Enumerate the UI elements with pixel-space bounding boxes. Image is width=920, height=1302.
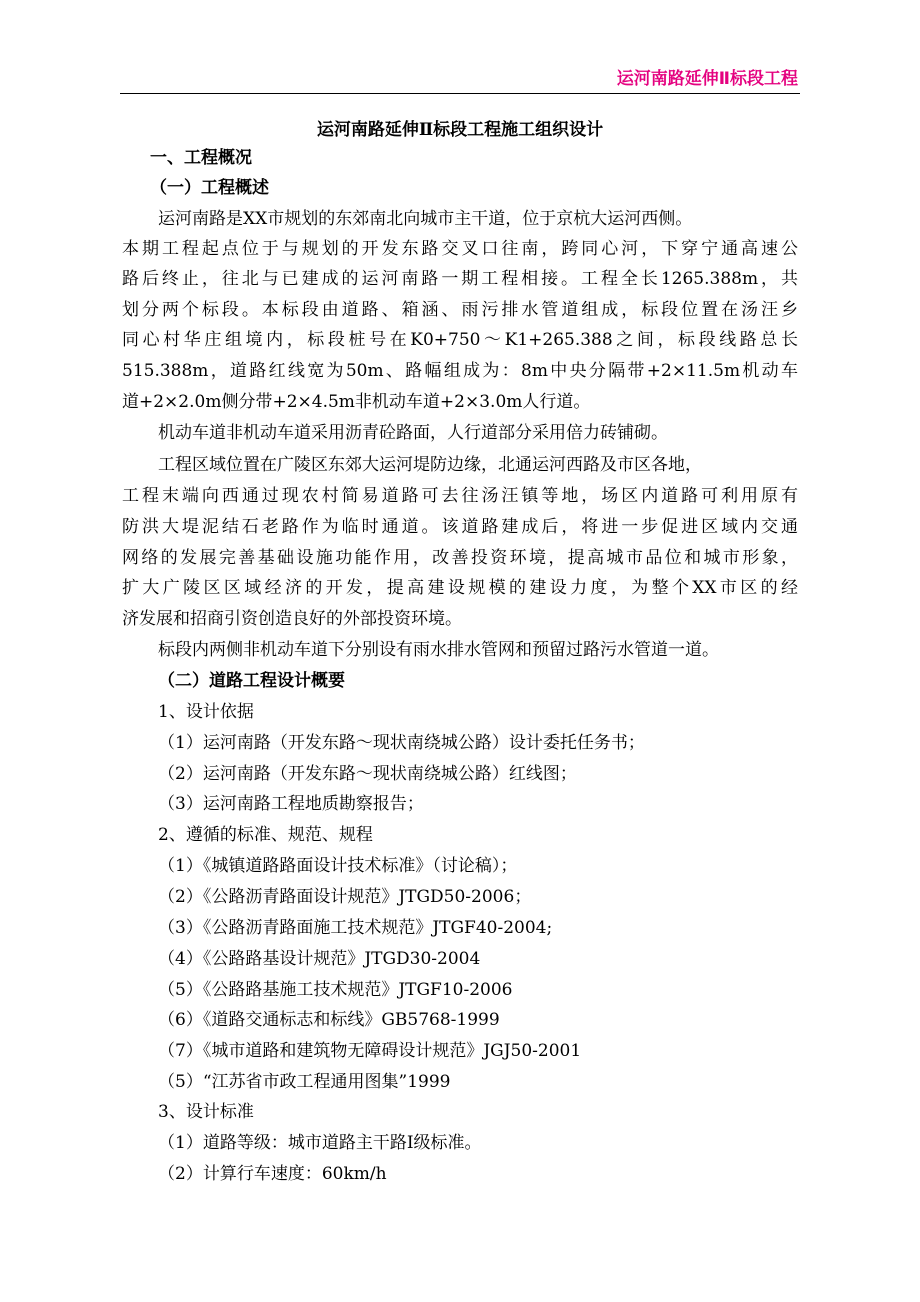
paragraph-line: 机动车道非机动车道采用沥青砼路面，人行道部分采用倍力砖铺砌。: [158, 423, 668, 443]
paragraph-line: 515.388m，道路红线宽为50m、路幅组成为：8m中央分隔带+2×11.5m机动车: [122, 361, 798, 381]
list-item: （7）《城市道路和建筑物无障碍设计规范》JGJ50-2001: [158, 1041, 582, 1061]
subsection-heading-summary: （一）工程概述: [150, 178, 269, 198]
paragraph-line: 网络的发展完善基础设施功能作用，改善投资环境，提高城市品位和城市形象，: [122, 548, 798, 568]
paragraph-line: 划分两个标段。本标段由道路、箱涵、雨污排水管道组成，标段位置在汤汪乡: [122, 300, 798, 320]
list-item: （1）道路等级：城市道路主干路Ⅰ级标准。: [158, 1133, 482, 1153]
paragraph-line: 工程区域位置在广陵区东郊大运河堤防边缘，北通运河西路及市区各地，: [158, 455, 702, 475]
list-heading-design-basis: 1、设计依据: [158, 702, 254, 722]
list-item: （2）《公路沥青路面设计规范》JTGD50-2006；: [158, 887, 532, 907]
paragraph-line: 扩大广陵区区域经济的开发，提高建设规模的建设力度，为整个XX市区的经: [122, 578, 798, 598]
paragraph-line: 济发展和招商引资创造良好的外部投资环境。: [122, 609, 462, 629]
subsection-heading-road-design: （二）道路工程设计概要: [158, 671, 345, 691]
section-heading-overview: 一、工程概况: [150, 148, 252, 168]
header-divider: [120, 93, 800, 94]
paragraph-line: 工程末端向西通过现农村简易道路可去往汤汪镇等地，场区内道路可利用原有: [122, 486, 798, 506]
list-item: （3）《公路沥青路面施工技术规范》JTGF40-2004;: [158, 918, 553, 938]
list-item: （2）运河南路（开发东路～现状南绕城公路）红线图；: [158, 764, 577, 784]
running-header-title: 运河南路延伸Ⅱ标段工程: [616, 69, 798, 89]
list-item: （2）计算行车速度：60km/h: [158, 1164, 387, 1184]
paragraph-line: 防洪大堤泥结石老路作为临时通道。该道路建成后，将进一步促进区域内交通: [122, 517, 798, 537]
list-item: （1）《城镇道路路面设计技术标准》（讨论稿）；: [158, 856, 518, 876]
list-item: （6）《道路交通标志和标线》GB5768-1999: [158, 1010, 500, 1030]
paragraph-line: 路后终止，往北与已建成的运河南路一期工程相接。工程全长1265.388m，共: [122, 269, 798, 289]
list-item: （5）《公路路基施工技术规范》JTGF10-2006: [158, 980, 513, 1000]
paragraph-line: 同心村华庄组境内，标段桩号在K0+750～K1+265.388之间，标段线路总长: [122, 330, 798, 350]
paragraph-line: 本期工程起点位于与规划的开发东路交叉口往南，跨同心河，下穿宁通高速公: [122, 239, 798, 259]
paragraph-line: 道+2×2.0m侧分带+2×4.5m非机动车道+2×3.0m人行道。: [122, 392, 591, 412]
document-title: 运河南路延伸Ⅱ标段工程施工组织设计: [316, 120, 604, 140]
list-item: （3）运河南路工程地质勘察报告；: [158, 794, 424, 814]
list-item: （1）运河南路（开发东路～现状南绕城公路）设计委托任务书；: [158, 733, 645, 753]
list-item: （5）“江苏省市政工程通用图集”1999: [158, 1072, 451, 1092]
list-heading-design-standards: 3、设计标准: [158, 1102, 254, 1122]
paragraph-line: 运河南路是XX市规划的东郊南北向城市主干道，位于京杭大运河西侧。: [158, 209, 693, 229]
list-item: （4）《公路路基设计规范》JTGD30-2004: [158, 949, 481, 969]
list-heading-standards: 2、遵循的标准、规范、规程: [158, 825, 373, 845]
paragraph-line: 标段内两侧非机动车道下分别设有雨水排水管网和预留过路污水管道一道。: [158, 640, 719, 660]
